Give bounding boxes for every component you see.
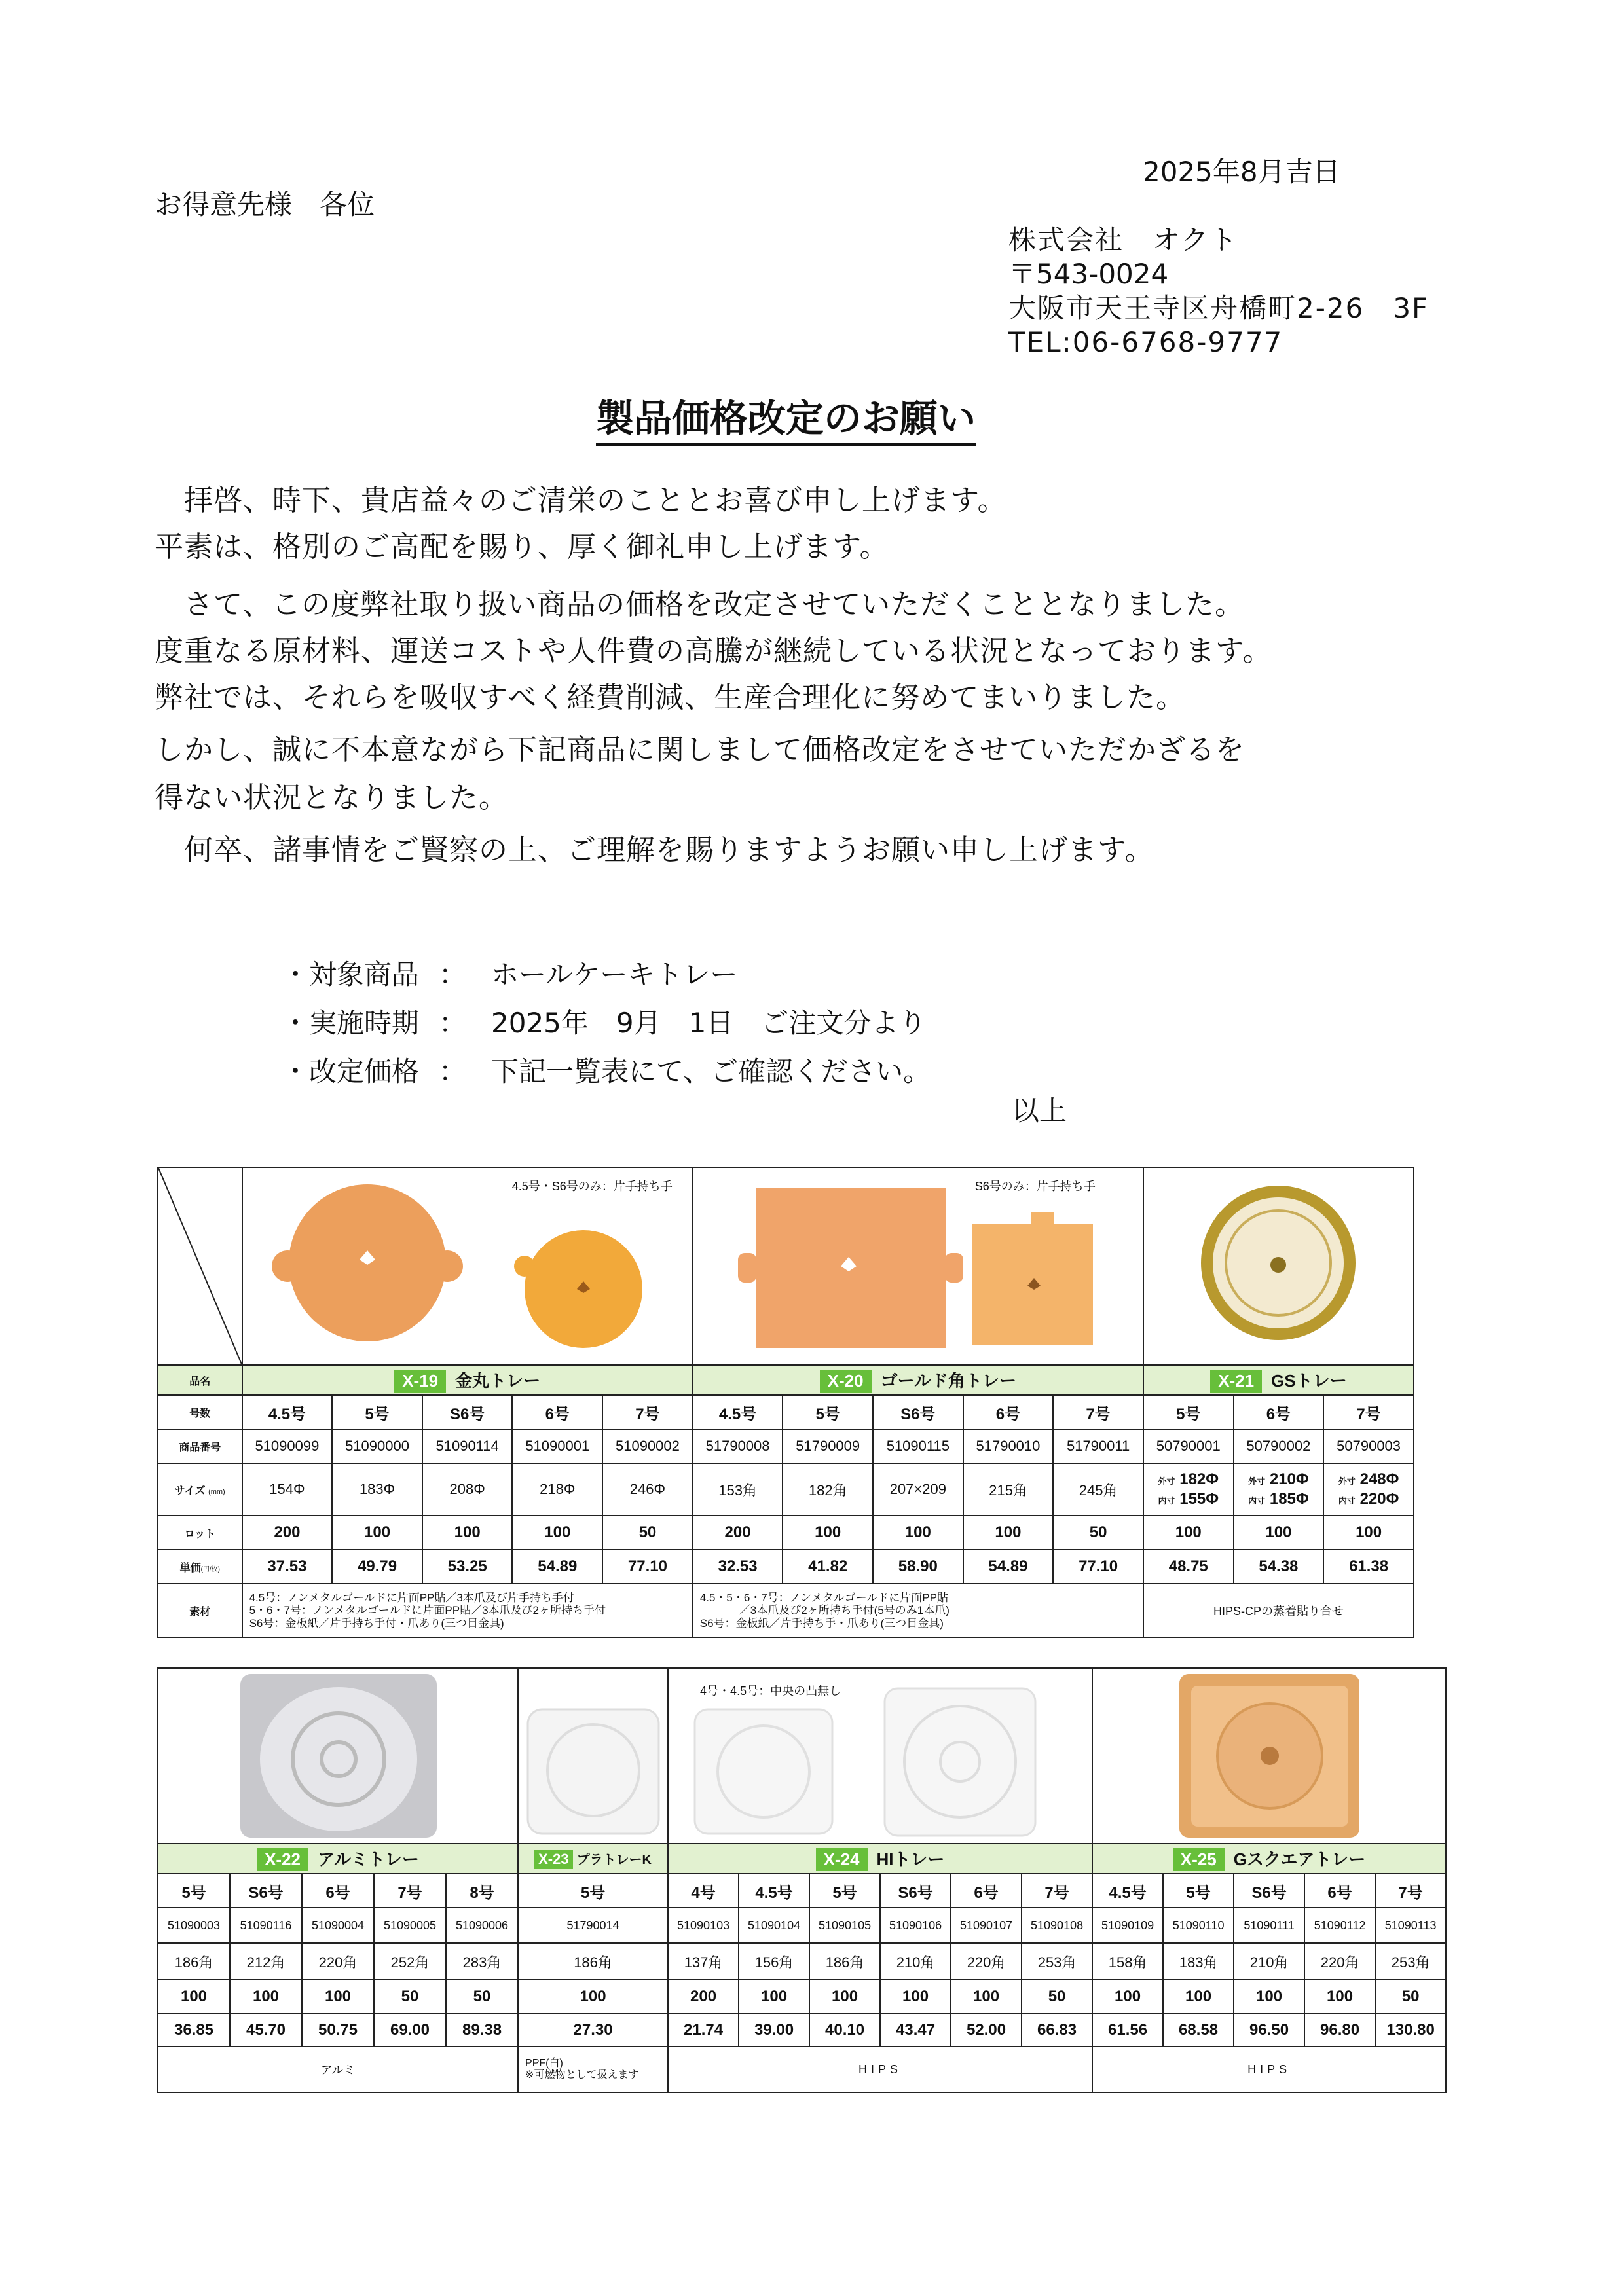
table-cell: 51090004 xyxy=(302,1908,374,1943)
table-cell: 51090105 xyxy=(809,1908,880,1943)
x22-material: アルミ xyxy=(158,2047,518,2092)
table-cell: 4.5号 xyxy=(739,1874,809,1908)
table-cell: 8号 xyxy=(446,1874,518,1908)
table-cell: 130.80 xyxy=(1375,2014,1446,2047)
x20-name-cell xyxy=(693,1365,1143,1395)
table-cell: 100 xyxy=(1234,1516,1324,1550)
table-cell: 51790010 xyxy=(963,1429,1054,1463)
table-cell: 253角 xyxy=(1022,1943,1092,1980)
table-cell: 5号 xyxy=(783,1395,873,1429)
inner-dim: 185Φ xyxy=(1269,1490,1309,1508)
table-cell: 158角 xyxy=(1092,1943,1163,1980)
table-cell: S6号 xyxy=(1234,1874,1304,1908)
product-name-row xyxy=(158,1365,1414,1395)
product-name-row xyxy=(158,1844,1446,1874)
lot-row xyxy=(158,1980,1446,2014)
table-cell: 54.89 xyxy=(963,1550,1054,1584)
table-cell: 96.50 xyxy=(1234,2014,1304,2047)
company-name: 株式会社 オクト xyxy=(1008,224,1239,256)
postal-code: 〒543-0024 xyxy=(1008,258,1169,290)
revised-price-row xyxy=(282,1050,931,1089)
table-cell: 100 xyxy=(1323,1516,1414,1550)
page-title xyxy=(0,388,1572,443)
x22-tag: X-22 xyxy=(257,1848,308,1871)
body-line-7: 得ない状況となりました。 xyxy=(155,781,508,814)
table-cell: 200 xyxy=(242,1516,333,1550)
material-line: ／3本爪及び2ヶ所持ち手付(5号のみ1本爪) xyxy=(739,1604,950,1617)
table-cell: 27.30 xyxy=(518,2014,668,2047)
image-row xyxy=(158,1668,1446,1844)
table-cell: 6号 xyxy=(1304,1874,1375,1908)
gold-round-tray-image xyxy=(243,1168,688,1364)
table-cell: 51090099 xyxy=(242,1429,333,1463)
table-cell: 77.10 xyxy=(1053,1550,1143,1584)
x25-name: Gスクエアトレー xyxy=(1233,1850,1366,1869)
table-cell: 245角 xyxy=(1053,1463,1143,1516)
table-cell: 7号 xyxy=(1375,1874,1446,1908)
table-cell: 6号 xyxy=(512,1395,602,1429)
table-cell: 6号 xyxy=(302,1874,374,1908)
table-cell: 100 xyxy=(739,1980,809,2014)
unit-price-row xyxy=(158,1550,1414,1584)
table-cell: 186角 xyxy=(809,1943,880,1980)
effective-date-row xyxy=(282,1002,926,1041)
table-cell: 51090005 xyxy=(374,1908,446,1943)
material-line: PPF(白) xyxy=(525,2057,563,2069)
table-cell: 5号 xyxy=(1143,1395,1234,1429)
table-cell: 100 xyxy=(518,1980,668,2014)
table-cell: 51090112 xyxy=(1304,1908,1375,1943)
size-label: サイズ xyxy=(174,1485,206,1497)
table-cell: 137角 xyxy=(668,1943,739,1980)
table-cell: 51090109 xyxy=(1092,1908,1163,1943)
x20-note: S6号のみ：片手持ち手 xyxy=(974,1180,1096,1193)
table-cell: 7号 xyxy=(1022,1874,1092,1908)
inner-dim: 220Φ xyxy=(1359,1490,1399,1508)
inner-label: 内寸 xyxy=(1338,1496,1356,1506)
table-cell xyxy=(1234,1463,1324,1516)
product-code-row xyxy=(158,1429,1414,1463)
table-cell xyxy=(1323,1463,1414,1516)
lot-row xyxy=(158,1516,1414,1550)
table-cell: 100 xyxy=(422,1516,513,1550)
table-cell: 220角 xyxy=(302,1943,374,1980)
table-cell: 51090113 xyxy=(1375,1908,1446,1943)
company-address: 大阪市天王寺区舟橋町2-26 3F xyxy=(1008,292,1430,324)
x19-name-cell xyxy=(242,1365,693,1395)
x19-name: 金丸トレー xyxy=(455,1371,541,1391)
gold-square-tray-image xyxy=(693,1168,1139,1364)
diagonal-line xyxy=(158,1168,242,1365)
table-cell: 37.53 xyxy=(242,1550,333,1584)
table-cell: 58.90 xyxy=(873,1550,963,1584)
aluminium-tray-image xyxy=(158,1669,518,1843)
table-cell: 53.25 xyxy=(422,1550,513,1584)
table-cell: 200 xyxy=(668,1980,739,2014)
inner-dim: 155Φ xyxy=(1179,1490,1219,1508)
x22-image-cell xyxy=(158,1668,518,1844)
page-title-text: 製品価格改定のお願い xyxy=(596,396,976,446)
table-cell: 51090115 xyxy=(873,1429,963,1463)
table-cell: S6号 xyxy=(230,1874,302,1908)
table-cell: 5号 xyxy=(518,1874,668,1908)
table-cell: 96.80 xyxy=(1304,2014,1375,2047)
size-unit: (mm) xyxy=(208,1487,225,1496)
colon: ： xyxy=(439,1007,467,1039)
table-cell: 7号 xyxy=(374,1874,446,1908)
table-cell: 41.82 xyxy=(783,1550,873,1584)
date: 2025年8月吉日 xyxy=(1143,156,1340,188)
x23-image-cell xyxy=(518,1668,668,1844)
body-line-6: しかし、誠に不本意ながら下記商品に関しまして価格改定をさせていただかざるを xyxy=(155,733,1245,767)
material-line: 4.5号：ノンメタルゴールドに片面PP貼／3本爪及び片手持ち手付 xyxy=(249,1591,574,1604)
x20-material xyxy=(693,1584,1143,1637)
body-line-3: さて、この度弊社取り扱い商品の価格を改定させていただくこととなりました。 xyxy=(155,588,1245,621)
table-cell: 4.5号 xyxy=(693,1395,783,1429)
table-cell: 100 xyxy=(1092,1980,1163,2014)
target-product-row xyxy=(282,953,737,993)
table-cell: 7号 xyxy=(602,1395,693,1429)
table-cell: 283角 xyxy=(446,1943,518,1980)
x22-name: アルミトレー xyxy=(318,1850,419,1869)
row-label-price xyxy=(158,1550,242,1584)
recipient: お得意先様 各位 xyxy=(155,189,375,221)
image-row xyxy=(158,1167,1414,1365)
table-cell: 100 xyxy=(1143,1516,1234,1550)
table-cell: 4.5号 xyxy=(1092,1874,1163,1908)
x24-material: HIPS xyxy=(668,2047,1092,2092)
table-cell: 45.70 xyxy=(230,2014,302,2047)
table-cell: 7号 xyxy=(1323,1395,1414,1429)
hi-tray-image xyxy=(669,1669,1092,1843)
table-cell: 100 xyxy=(332,1516,422,1550)
table-cell: 50790001 xyxy=(1143,1429,1234,1463)
target-product-value: ホールケーキトレー xyxy=(491,958,738,991)
row-label-material: 素材 xyxy=(158,1584,242,1637)
table-cell: 50790002 xyxy=(1234,1429,1324,1463)
x19-note: 4.5号・S6号のみ：片手持ち手 xyxy=(511,1180,673,1193)
target-product-label: ・対象商品 xyxy=(282,958,420,991)
table-cell: 52.00 xyxy=(951,2014,1022,2047)
x24-note: 4号・4.5号：中央の凸無し xyxy=(700,1685,841,1698)
table-cell: 51090006 xyxy=(446,1908,518,1943)
table-cell: 50.75 xyxy=(302,2014,374,2047)
colon: ： xyxy=(439,958,467,991)
table-cell: 51090003 xyxy=(158,1908,230,1943)
table-cell: 51090111 xyxy=(1234,1908,1304,1943)
table-cell: 100 xyxy=(302,1980,374,2014)
price-table-2 xyxy=(157,1667,1447,2093)
material-line: 5・6・7号：ノンメタルゴールドに片面PP貼／3本爪及び2ヶ所持ち手付 xyxy=(249,1604,606,1617)
table-cell: 50 xyxy=(446,1980,518,2014)
table-cell: 50 xyxy=(602,1516,693,1550)
table-cell: 100 xyxy=(230,1980,302,2014)
table-cell: 69.00 xyxy=(374,2014,446,2047)
size-number-row xyxy=(158,1874,1446,1908)
x19-material xyxy=(242,1584,693,1637)
table-cell: 4号 xyxy=(668,1874,739,1908)
table-cell: 51090107 xyxy=(951,1908,1022,1943)
table-cell: 253角 xyxy=(1375,1943,1446,1980)
row-label-size xyxy=(158,1463,242,1516)
x25-material: HIPS xyxy=(1092,2047,1446,2092)
table-cell: 51090116 xyxy=(230,1908,302,1943)
x24-name: HIトレー xyxy=(876,1850,945,1869)
outer-label: 外寸 xyxy=(1158,1476,1175,1486)
size-number-row xyxy=(158,1395,1414,1429)
table-cell: 153角 xyxy=(693,1463,783,1516)
table-cell: 208Φ xyxy=(422,1463,513,1516)
table-cell: 210角 xyxy=(880,1943,951,1980)
revised-price-label: ・改定価格 xyxy=(282,1055,420,1087)
table-cell: 252角 xyxy=(374,1943,446,1980)
x20-image-cell xyxy=(693,1167,1143,1365)
table-cell: 7号 xyxy=(1053,1395,1143,1429)
table-cell: 200 xyxy=(693,1516,783,1550)
inner-label: 内寸 xyxy=(1248,1496,1266,1506)
x20-name: ゴールド角トレー xyxy=(880,1371,1017,1391)
material-row xyxy=(158,2047,1446,2092)
table-cell: 51090000 xyxy=(332,1429,422,1463)
table-cell: 246Φ xyxy=(602,1463,693,1516)
table-cell: 100 xyxy=(809,1980,880,2014)
table-cell: 51090110 xyxy=(1163,1908,1234,1943)
x24-name-cell xyxy=(668,1844,1092,1874)
table-cell: 51090106 xyxy=(880,1908,951,1943)
table-cell: 66.83 xyxy=(1022,2014,1092,2047)
x19-tag: X-19 xyxy=(394,1370,446,1393)
table-cell: 51790011 xyxy=(1053,1429,1143,1463)
table-cell: 51090114 xyxy=(422,1429,513,1463)
table-cell: 5号 xyxy=(809,1874,880,1908)
table-cell: 50 xyxy=(1022,1980,1092,2014)
table-cell: 154Φ xyxy=(242,1463,333,1516)
company-tel: TEL:06-6768-9777 xyxy=(1008,326,1283,358)
table-cell: 61.38 xyxy=(1323,1550,1414,1584)
inner-label: 内寸 xyxy=(1158,1496,1175,1506)
table-cell: 100 xyxy=(951,1980,1022,2014)
table-cell: 218Φ xyxy=(512,1463,602,1516)
x21-image-cell xyxy=(1143,1167,1414,1365)
x19-image-cell xyxy=(242,1167,693,1365)
table-cell: 51090104 xyxy=(739,1908,809,1943)
body-line-5: 弊社では、それらを吸収すべく経費削減、生産合理化に努めてまいりました。 xyxy=(155,681,1186,714)
colon: ： xyxy=(439,1055,467,1087)
table-cell: 212角 xyxy=(230,1943,302,1980)
table-cell: 183Φ xyxy=(332,1463,422,1516)
table-cell: 5号 xyxy=(332,1395,422,1429)
row-label-name: 品名 xyxy=(158,1365,242,1395)
table-cell: 21.74 xyxy=(668,2014,739,2047)
x23-name-cell xyxy=(518,1844,668,1874)
diagonal-cell xyxy=(158,1167,242,1365)
body-line-1: 拝啓、時下、貴店益々のご清栄のこととお喜び申し上げます。 xyxy=(155,484,1007,517)
row-label-code: 商品番号 xyxy=(158,1429,242,1463)
table-cell: 100 xyxy=(1234,1980,1304,2014)
dimension-row xyxy=(158,1463,1414,1516)
x21-tag: X-21 xyxy=(1210,1370,1262,1393)
table-cell: 6号 xyxy=(1234,1395,1324,1429)
body-line-2: 平素は、格別のご高配を賜り、厚く御礼申し上げます。 xyxy=(155,530,889,564)
material-line: S6号：金板紙／片手持ち手付・爪あり(三つ目金具) xyxy=(249,1616,504,1630)
table-cell: 50 xyxy=(1053,1516,1143,1550)
table-cell: 51790008 xyxy=(693,1429,783,1463)
x20-tag: X-20 xyxy=(820,1370,872,1393)
price-label: 単価 xyxy=(179,1562,201,1574)
table-cell: 5号 xyxy=(158,1874,230,1908)
material-line: S6号：金板紙／片手持ち手・爪あり(三つ目金具) xyxy=(699,1616,944,1630)
table-cell: 100 xyxy=(880,1980,951,2014)
table-cell: 54.38 xyxy=(1234,1550,1324,1584)
table-cell: 49.79 xyxy=(332,1550,422,1584)
table-cell: 182角 xyxy=(783,1463,873,1516)
revised-price-value: 下記一覧表にて、ご確認ください。 xyxy=(491,1055,931,1087)
x22-name-cell xyxy=(158,1844,518,1874)
effective-date-label: ・実施時期 xyxy=(282,1007,420,1039)
outer-dim: 210Φ xyxy=(1269,1470,1309,1488)
table-cell: 39.00 xyxy=(739,2014,809,2047)
table-cell: 51090108 xyxy=(1022,1908,1092,1943)
x24-tag: X-24 xyxy=(816,1848,868,1871)
outer-label: 外寸 xyxy=(1338,1476,1356,1486)
table-cell: 100 xyxy=(512,1516,602,1550)
material-row xyxy=(158,1584,1414,1637)
table-cell: 32.53 xyxy=(693,1550,783,1584)
table-cell: 156角 xyxy=(739,1943,809,1980)
table-cell: 43.47 xyxy=(880,2014,951,2047)
body-line-8: 何卒、諸事情をご賢察の上、ご理解を賜りますようお願い申し上げます。 xyxy=(155,833,1154,867)
table-cell: 4.5号 xyxy=(242,1395,333,1429)
row-label-lot: ロット xyxy=(158,1516,242,1550)
g-square-tray-image xyxy=(1093,1669,1446,1843)
table-cell: 100 xyxy=(783,1516,873,1550)
table-cell: 186角 xyxy=(518,1943,668,1980)
table-cell: 68.58 xyxy=(1163,2014,1234,2047)
x25-image-cell xyxy=(1092,1668,1446,1844)
product-code-row xyxy=(158,1908,1446,1943)
table-cell: 51790009 xyxy=(783,1429,873,1463)
table-cell: 100 xyxy=(873,1516,963,1550)
table-cell: 186角 xyxy=(158,1943,230,1980)
price-unit: (円/枚) xyxy=(200,1565,221,1573)
material-line: 4.5・5・6・7号：ノンメタルゴールドに片面PP貼 xyxy=(699,1591,948,1604)
table-cell: 51090103 xyxy=(668,1908,739,1943)
table-cell: 100 xyxy=(1163,1980,1234,2014)
table-cell: 51790014 xyxy=(518,1908,668,1943)
table-cell: 6号 xyxy=(963,1395,1054,1429)
outer-dim: 248Φ xyxy=(1359,1470,1399,1488)
table-cell: 50 xyxy=(374,1980,446,2014)
table-cell xyxy=(1143,1463,1234,1516)
x23-tag: X-23 xyxy=(534,1850,572,1869)
table-cell: 207×209 xyxy=(873,1463,963,1516)
gs-tray-image xyxy=(1144,1168,1412,1364)
outer-dim: 182Φ xyxy=(1179,1470,1219,1488)
table-cell: 54.89 xyxy=(512,1550,602,1584)
table-cell: 5号 xyxy=(1163,1874,1234,1908)
table-cell: 100 xyxy=(1304,1980,1375,2014)
x23-material xyxy=(518,2047,668,2092)
table-cell: 36.85 xyxy=(158,2014,230,2047)
table-cell: 220角 xyxy=(951,1943,1022,1980)
table-cell: 48.75 xyxy=(1143,1550,1234,1584)
outer-label: 外寸 xyxy=(1248,1476,1266,1486)
table-cell: S6号 xyxy=(880,1874,951,1908)
table-cell: 215角 xyxy=(963,1463,1054,1516)
x21-name: GSトレー xyxy=(1271,1371,1347,1391)
table-cell: 61.56 xyxy=(1092,2014,1163,2047)
x24-image-cell xyxy=(668,1668,1092,1844)
x25-name-cell xyxy=(1092,1844,1446,1874)
table-cell: 6号 xyxy=(951,1874,1022,1908)
table-cell: 50790003 xyxy=(1323,1429,1414,1463)
x23-name: プラトレーK xyxy=(576,1852,652,1867)
table-cell: 40.10 xyxy=(809,2014,880,2047)
table-cell: S6号 xyxy=(873,1395,963,1429)
effective-date-value: 2025年 9月 1日 ご注文分より xyxy=(491,1007,927,1039)
table-cell: S6号 xyxy=(422,1395,513,1429)
price-table-1 xyxy=(157,1167,1414,1638)
table-cell: 50 xyxy=(1375,1980,1446,2014)
dimension-row xyxy=(158,1943,1446,1980)
row-label-size-no: 号数 xyxy=(158,1395,242,1429)
table-cell: 51090001 xyxy=(512,1429,602,1463)
table-cell: 100 xyxy=(963,1516,1054,1550)
table-cell: 100 xyxy=(158,1980,230,2014)
table-cell: 183角 xyxy=(1163,1943,1234,1980)
x21-name-cell xyxy=(1143,1365,1414,1395)
material-line: ※可燃物として扱えます xyxy=(525,2069,639,2081)
table-cell: 77.10 xyxy=(602,1550,693,1584)
x21-material: HIPS-CPの蒸着貼り合せ xyxy=(1143,1584,1414,1637)
table-cell: 210角 xyxy=(1234,1943,1304,1980)
table-cell: 89.38 xyxy=(446,2014,518,2047)
closing: 以上 xyxy=(1012,1095,1067,1127)
body-line-4: 度重なる原材料、運送コストや人件費の高騰が継続している状況となっております。 xyxy=(155,634,1272,668)
table-cell: 220角 xyxy=(1304,1943,1375,1980)
plastic-tray-image xyxy=(519,1669,668,1843)
x25-tag: X-25 xyxy=(1173,1848,1225,1871)
unit-price-row xyxy=(158,2014,1446,2047)
table-cell: 51090002 xyxy=(602,1429,693,1463)
